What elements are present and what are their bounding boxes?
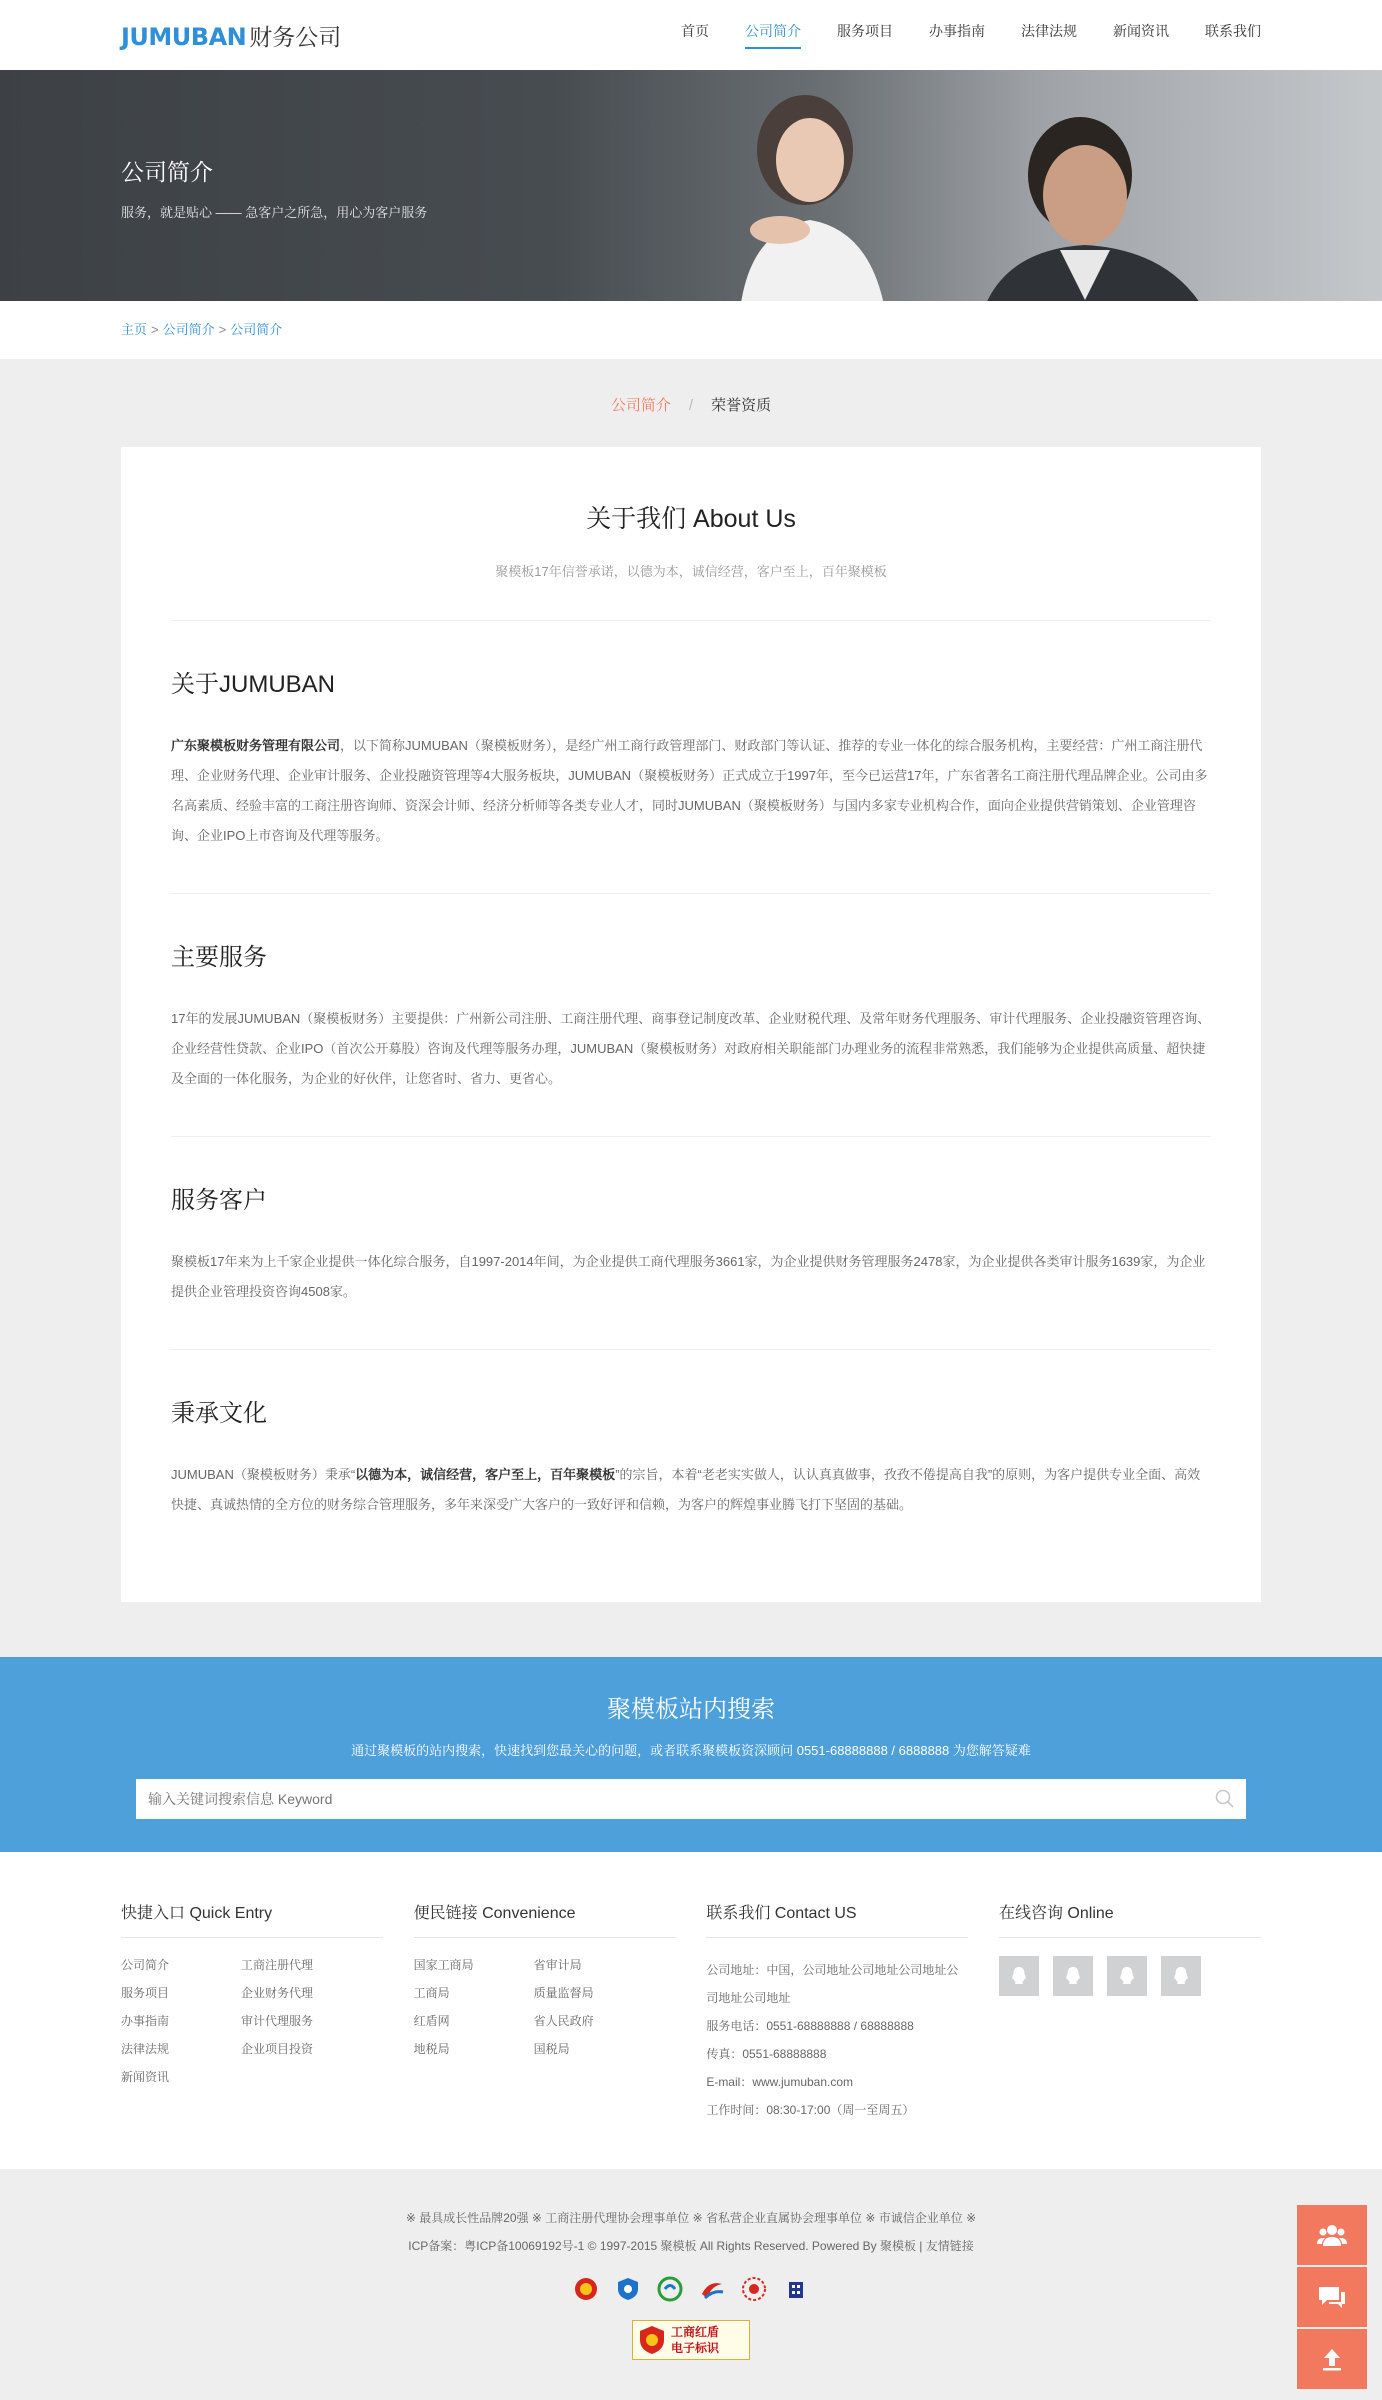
section-text: JUMUBAN（聚模板财务）秉承“以德为本，诚信经营，客户至上，百年聚模板”的宗旨，本着“老老实实做人，认认真真做事，孜孜不倦提高自我”的原则，为客户提供专业全面、高效快捷、真诚热情的全方位的财务综合管理服务，多年来深受广大客户的一致好评和信赖，为客户的辉煌事业腾飞打下坚固的基础。 xyxy=(171,1467,1201,1512)
search-icon[interactable] xyxy=(1214,1788,1236,1810)
footer-link[interactable]: 工商注册代理 xyxy=(241,1958,314,1972)
page-banner xyxy=(0,70,1382,301)
footer-quick-entry xyxy=(121,1900,383,2124)
wave-badge-icon[interactable] xyxy=(697,2274,727,2304)
nav-services[interactable]: 服务项目 xyxy=(837,23,893,39)
search-description: 通过聚模板的站内搜索，快速找到您最关心的问题，或者联系聚模板资深顾问 0551-68888888 / 6888888 为您解答疑难 xyxy=(351,1743,1031,1758)
footer-link[interactable]: 公司简介 xyxy=(121,1958,170,1972)
banner-title: 公司简介 xyxy=(121,159,213,185)
footer-heading: 便民链接 Convenience xyxy=(414,1900,676,1938)
icp-line: ICP备案：粤ICP备10069192号-1 © 1997-2015 聚模板 All Rights Reserved. Powered By 聚模板 | 友情链接 xyxy=(408,2239,974,2253)
nav-about[interactable]: 公司简介 xyxy=(745,21,801,49)
nav-contact[interactable]: 联系我们 xyxy=(1205,23,1261,39)
tab-separator: / xyxy=(688,397,694,414)
cert-line2: 电子标识 xyxy=(671,2341,720,2355)
section-about-jumuban xyxy=(171,621,1211,894)
quick-links xyxy=(121,1956,383,2086)
site-search xyxy=(0,1657,1382,1852)
back-to-top-button[interactable] xyxy=(1297,2329,1367,2389)
section-text: 广东聚模板财务管理有限公司，以下简称JUMUBAN（聚模板财务），是经广州工商行政管理部门、财政部门等认证、推荐的专业一体化的综合服务机构，主要经营：广州工商注册代理、企业财务代理、企业审计服务、企业投融资管理等4大服务板块，JUMUBAN（聚模板财务）正式成立于1997年，至今已运营17年，广东省著名工商注册代理品牌企业。公司由多名高素质、经验丰富的工商注册咨询师、资深会计师、经济分析师等各类专业人才，同时JUMUBAN（聚模板财务）与国内多家专业机构合作，面向企业提供营销策划、企业管理咨询、企业IPO上市咨询及代理等服务。 xyxy=(171,738,1208,843)
search-input[interactable] xyxy=(136,1779,1246,1819)
banner-subtitle: 服务，就是贴心 —— 急客户之所急，用心为客户服务 xyxy=(121,205,428,220)
breadcrumb-home[interactable]: 主页 xyxy=(121,322,148,337)
about-subtitle: 聚模板17年信誉承诺，以德为本，诚信经营，客户至上，百年聚模板 xyxy=(171,561,1211,621)
red-shield-icon xyxy=(637,2324,667,2356)
logo-en: JUMUBAN xyxy=(121,22,247,51)
breadcrumb-separator: > xyxy=(218,322,227,337)
contact-address-cont: 司地址公司地址 xyxy=(706,1991,791,2005)
nav-news[interactable]: 新闻资讯 xyxy=(1113,23,1169,39)
site-footer xyxy=(0,1852,1382,2169)
nav-law[interactable]: 法律法规 xyxy=(1021,23,1077,39)
motto: 以德为本，诚信经营，客户至上，百年聚模板 xyxy=(355,1467,616,1482)
section-main-services xyxy=(171,894,1211,1137)
chat-button[interactable] xyxy=(1297,2267,1367,2327)
contact-phone: 服务电话：0551-68888888 / 68888888 xyxy=(706,2019,914,2033)
convenience-links xyxy=(414,1956,676,2058)
footer-heading: 联系我们 Contact US xyxy=(706,1900,968,1938)
company-name: 广东聚模板财务管理有限公司 xyxy=(171,738,341,753)
trust-badges xyxy=(0,2274,1382,2304)
red-shield-cert[interactable] xyxy=(632,2320,750,2360)
footer-link[interactable]: 服务项目 xyxy=(121,1986,170,2000)
chat-icon xyxy=(1317,2284,1347,2310)
qq-icon[interactable] xyxy=(999,1956,1039,1996)
contact-hours: 工作时间：08:30-17:00（周一至周五） xyxy=(706,2103,915,2117)
cert-line1: 工商红盾 xyxy=(671,2325,720,2339)
floating-toolbar xyxy=(1297,2205,1367,2391)
section-text: 聚模板17年来为上千家企业提供一体化综合服务，自1997-2014年间，为企业提供工商代理服务3661家，为企业提供财务管理服务2478家，为企业提供各类审计服务1639家，为企业提供企业管理投资咨询4508家。 xyxy=(171,1254,1206,1299)
honors-line: ※ 最具成长性品牌20强 ※ 工商注册代理协会理事单位 ※ 省私营企业直属协会理事单位 ※ 市诚信企业单位 ※ xyxy=(405,2211,977,2225)
footer-convenience xyxy=(414,1900,676,2124)
shield-badge-icon[interactable] xyxy=(613,2274,643,2304)
qq-icon[interactable] xyxy=(1053,1956,1093,1996)
footer-heading: 在线咨询 Online xyxy=(999,1900,1261,1938)
breadcrumb xyxy=(0,301,1382,359)
breadcrumb-separator: > xyxy=(151,322,159,337)
sub-tabs xyxy=(0,359,1382,447)
section-heading: 关于JUMUBAN xyxy=(171,671,336,698)
contact-fax: 传真：0551-68888888 xyxy=(706,2047,827,2061)
footer-link[interactable]: 国税局 xyxy=(533,2042,570,2056)
qq-icon[interactable] xyxy=(1107,1956,1147,1996)
footer-link[interactable]: 审计代理服务 xyxy=(241,2014,314,2028)
search-box xyxy=(136,1779,1246,1819)
online-qq-list xyxy=(999,1956,1261,1996)
section-heading: 主要服务 xyxy=(171,944,267,971)
seal-badge-icon[interactable] xyxy=(739,2274,769,2304)
footer-link[interactable]: 质量监督局 xyxy=(533,1986,594,2000)
logo-cn: 财务公司 xyxy=(249,23,342,50)
main-nav xyxy=(645,21,1261,49)
logo[interactable] xyxy=(121,19,341,52)
qq-icon[interactable] xyxy=(1161,1956,1201,1996)
users-icon xyxy=(1317,2222,1347,2248)
footer-link[interactable]: 省人民政府 xyxy=(533,2014,594,2028)
tab-honors[interactable]: 荣誉资质 xyxy=(711,397,772,414)
footer-heading: 快捷入口 Quick Entry xyxy=(121,1900,383,1938)
about-title: 关于我们 About Us xyxy=(586,505,796,533)
section-text: 17年的发展JUMUBAN（聚模板财务）主要提供：广州新公司注册、工商注册代理、商事登记制度改革、企业财税代理、及常年财务代理服务、审计代理服务、企业投融资管理咨询、企业经营性贷款、企业IPO（首次公开募股）咨询及代理等服务办理，JUMUBAN（聚模板财务）对政府相关职能部门办理业务的流程非常熟悉，我们能够为企业提供高质量、超快捷及全面的一体化服务，为企业的好伙伴，让您省时、省力、更省心。 xyxy=(171,1011,1211,1086)
section-culture xyxy=(171,1350,1211,1562)
footer-link[interactable]: 办事指南 xyxy=(121,2014,170,2028)
footer-link[interactable]: 企业财务代理 xyxy=(241,1986,314,2000)
contact-email: E-mail：www.jumuban.com xyxy=(706,2075,854,2089)
search-title: 聚模板站内搜索 xyxy=(607,1696,775,1723)
site-header xyxy=(0,0,1382,70)
breadcrumb-about[interactable]: 公司简介 xyxy=(162,322,215,337)
tab-company-intro[interactable]: 公司简介 xyxy=(610,397,671,414)
footer-link[interactable]: 省审计局 xyxy=(533,1958,582,1972)
section-heading: 秉承文化 xyxy=(171,1400,267,1427)
footer-link[interactable]: 法律法规 xyxy=(121,2042,170,2056)
green-badge-icon[interactable] xyxy=(655,2274,685,2304)
upload-arrow-icon xyxy=(1320,2346,1344,2372)
footer-link[interactable]: 红盾网 xyxy=(413,2014,450,2028)
about-card xyxy=(121,447,1261,1602)
section-clients xyxy=(171,1137,1211,1350)
footer-link[interactable]: 国家工商局 xyxy=(413,1958,474,1972)
nav-guide[interactable]: 办事指南 xyxy=(929,23,985,39)
contact-address: 公司地址：中国，公司地址公司地址公司地址公 xyxy=(706,1963,959,1977)
footer-link[interactable]: 工商局 xyxy=(413,1986,450,2000)
building-badge-icon[interactable] xyxy=(781,2274,811,2304)
contact-group-button[interactable] xyxy=(1297,2205,1367,2265)
footer-link[interactable]: 企业项目投资 xyxy=(241,2042,314,2056)
footer-contact xyxy=(706,1900,968,2124)
footer-online xyxy=(999,1900,1261,2124)
footer-link[interactable]: 地税局 xyxy=(413,2042,450,2056)
copyright-area xyxy=(0,2169,1382,2360)
police-badge-icon[interactable] xyxy=(571,2274,601,2304)
footer-link[interactable]: 新闻资讯 xyxy=(121,2070,170,2084)
nav-home[interactable]: 首页 xyxy=(681,23,709,39)
breadcrumb-current[interactable]: 公司简介 xyxy=(230,322,283,337)
section-heading: 服务客户 xyxy=(171,1187,267,1214)
